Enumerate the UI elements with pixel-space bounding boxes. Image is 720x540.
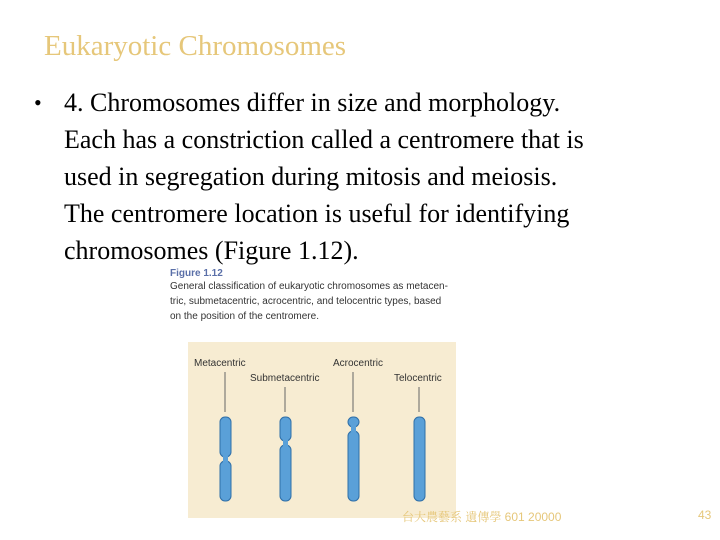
bullet-line-4: The centromere location is useful for identifying <box>64 199 570 228</box>
submetacentric-chromosome <box>280 417 291 501</box>
page-number: 43 <box>698 508 712 522</box>
acrocentric-chromosome <box>348 417 359 501</box>
figure-caption <box>170 268 490 324</box>
bullet-line-3: used in segregation during mitosis and meiosis. <box>64 162 558 191</box>
bullet-point <box>34 84 694 269</box>
figure-label: Figure 1.12 <box>170 268 223 279</box>
bullet-line-2: Each has a constriction called a centromere that is <box>64 125 584 154</box>
caption-line-1: General classification of eukaryotic chromosomes as metacen- <box>170 281 448 292</box>
caption-line-2: tric, submetacentric, acrocentric, and telocentric types, based <box>170 296 442 307</box>
metacentric-chromosome <box>220 417 231 501</box>
label-telocentric: Telocentric <box>394 373 442 384</box>
label-submetacentric: Submetacentric <box>250 373 320 384</box>
label-acrocentric: Acrocentric <box>333 358 384 369</box>
label-metacentric: Metacentric <box>194 358 246 369</box>
bullet-line-5: chromosomes (Figure 1.12). <box>64 236 359 265</box>
bullet-line-1: 4. Chromosomes differ in size and morphology. <box>64 88 561 117</box>
chromosome-figure <box>188 342 456 518</box>
slide-title: Eukaryotic Chromosomes <box>44 30 347 62</box>
telocentric-chromosome <box>414 417 425 501</box>
footer-text: 台大農藝系 遺傳學 601 20000 <box>402 510 562 524</box>
bullet-symbol: • <box>34 90 42 115</box>
chromosome-drawings <box>188 342 456 518</box>
caption-line-3: on the position of the centromere. <box>170 311 319 322</box>
